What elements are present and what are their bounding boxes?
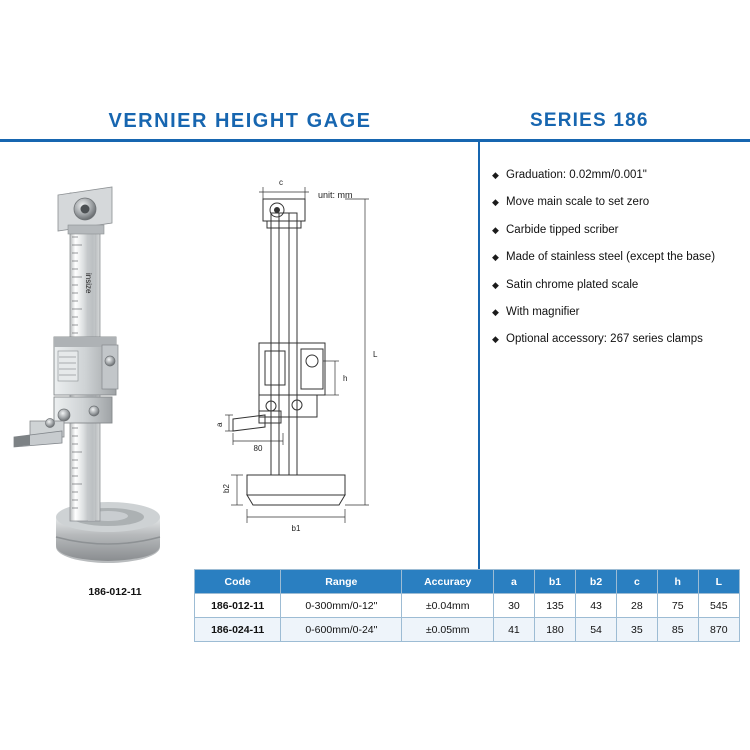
column-header-c: c [616,570,657,594]
table-header-row [195,570,740,594]
cell-b1: 135 [534,594,575,618]
diamond-bullet-icon: ◆ [492,334,499,345]
list-item [492,195,742,209]
cell-range: 0-600mm/0-24" [281,618,402,642]
list-item [492,332,742,346]
column-header-range: Range [281,570,402,594]
cell-L: 545 [698,594,739,618]
column-header-code: Code [195,570,281,594]
vertical-divider [478,139,480,569]
table-row [195,618,740,642]
cell-accuracy: ±0.04mm [402,594,494,618]
cell-range: 0-300mm/0-12" [281,594,402,618]
feature-text: Satin chrome plated scale [506,278,639,291]
dim-label-80: 80 [253,444,263,453]
feature-list [492,168,742,360]
feature-text: Move main scale to set zero [506,196,650,209]
cell-c: 35 [616,618,657,642]
page-title: VERNIER HEIGHT GAGE [108,109,372,132]
page-header [0,103,750,139]
svg-text:insize: insize [84,273,93,294]
cell-h: 75 [657,594,698,618]
column-header-b1: b1 [534,570,575,594]
feature-text: Graduation: 0.02mm/0.001" [506,169,647,181]
photo-caption: 186-012-11 [88,586,142,598]
dim-label-b2: b2 [222,484,231,493]
cell-b1: 180 [534,618,575,642]
list-item [492,168,742,182]
cell-accuracy: ±0.05mm [402,618,494,642]
cell-a: 30 [494,594,535,618]
dim-label-h: h [343,374,348,383]
list-item [492,278,742,292]
column-header-accuracy: Accuracy [402,570,494,594]
table-row [195,594,740,618]
column-header-L: L [698,570,739,594]
cell-L: 870 [698,618,739,642]
technical-drawing [215,165,475,545]
height-gage-illustration [10,165,220,585]
spec-table [194,569,740,642]
feature-text: Made of stainless steel (except the base) [506,251,716,264]
cell-h: 85 [657,618,698,642]
diamond-bullet-icon: ◆ [492,306,499,317]
series-title: SERIES 186 [480,103,750,139]
header-divider [0,139,750,142]
dimension-drawing [215,165,475,545]
feature-text: With magnifier [506,305,580,318]
list-item [492,305,742,319]
column-header-a: a [494,570,535,594]
unit-note: unit: mm [318,190,353,200]
cell-code: 186-024-11 [195,618,281,642]
list-item [492,250,742,264]
diamond-bullet-icon: ◆ [492,197,499,208]
cell-code: 186-012-11 [195,594,281,618]
column-header-b2: b2 [576,570,617,594]
feature-text: Carbide tipped scriber [506,223,619,236]
feature-text: Optional accessory: 267 series clamps [506,333,703,346]
dim-label-b1: b1 [291,524,301,533]
diamond-bullet-icon: ◆ [492,279,499,290]
cell-c: 28 [616,594,657,618]
dim-label-L: L [373,350,378,359]
dim-label-c: c [279,178,283,187]
cell-a: 41 [494,618,535,642]
cell-b2: 43 [576,594,617,618]
diamond-bullet-icon: ◆ [492,252,499,263]
cell-b2: 54 [576,618,617,642]
product-photo [10,165,220,585]
diamond-bullet-icon: ◆ [492,224,499,235]
dim-label-a: a [215,422,224,427]
diamond-bullet-icon: ◆ [492,170,499,180]
list-item [492,223,742,237]
column-header-h: h [657,570,698,594]
